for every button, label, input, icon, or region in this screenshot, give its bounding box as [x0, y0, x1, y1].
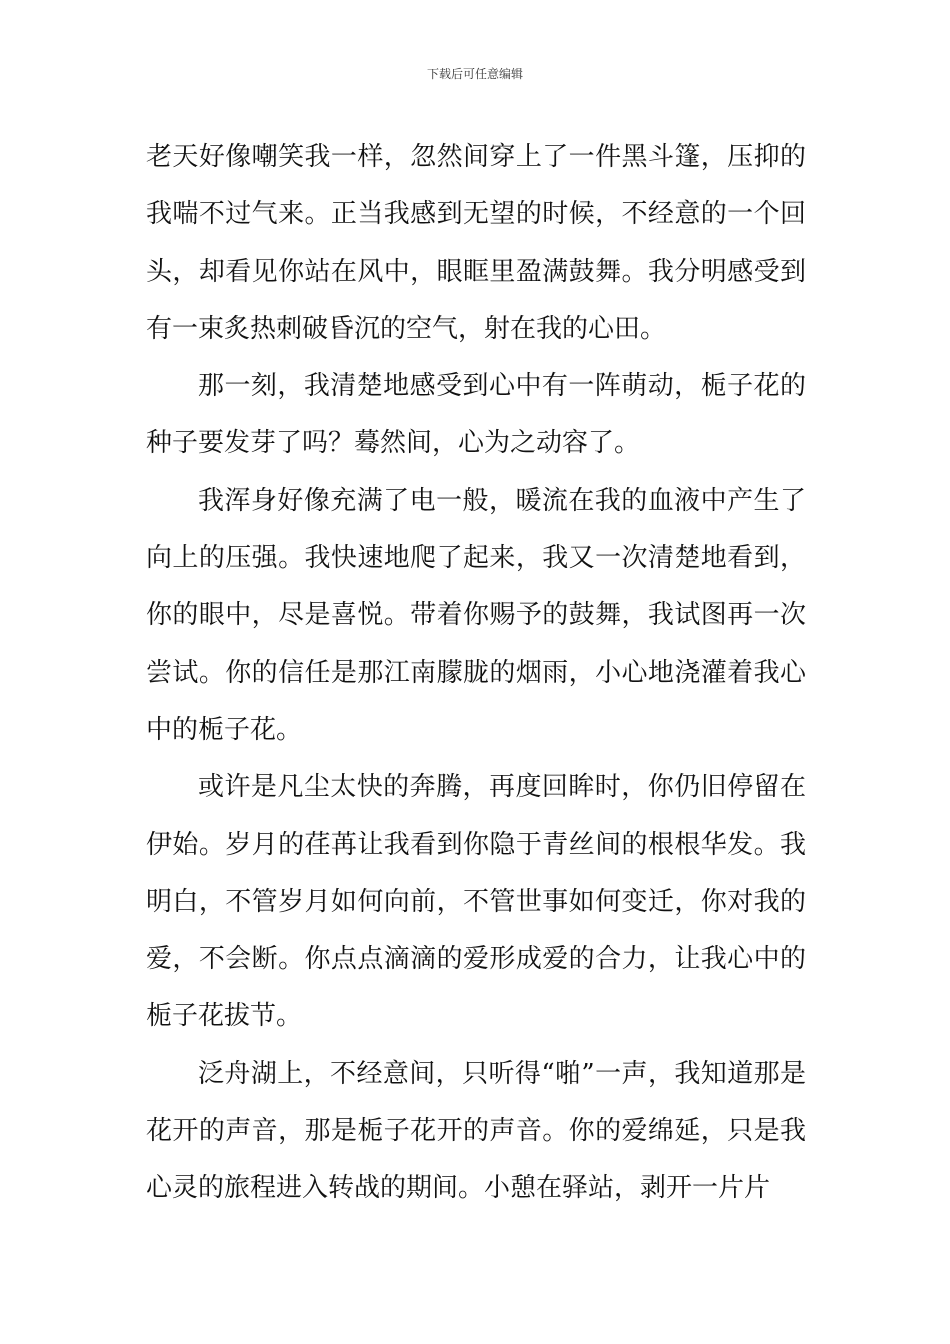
paragraph-4: 或许是凡尘太快的奔腾，再度回眸时，你仍旧停留在伊始。岁月的荏苒让我看到你隐于青丝间的根根华发。我明白，不管岁月如何向前，不管世事如何变迁，你对我的爱，不会断。你点点滴滴的爱形成爱的合力，让我心中的栀子花拔节。	[146, 772, 806, 1032]
page-header: 下载后可任意编辑	[426, 67, 523, 81]
paragraph-1: 老天好像嘲笑我一样，忽然间穿上了一件黑斗篷，压抑的我喘不过气来。正当我感到无望的时候，不经意的一个回头，却看见你站在风中，眼眶里盈满鼓舞。我分明感受到有一束炙热刺破昏沉的空气，射在我的心田。	[146, 142, 806, 344]
document-body	[146, 129, 806, 1218]
paragraph-2: 那一刻，我清楚地感受到心中有一阵萌动，栀子花的种子要发芽了吗？蓦然间，心为之动容了。	[146, 371, 806, 459]
paragraph-3: 我浑身好像充满了电一般，暖流在我的血液中产生了向上的压强。我快速地爬了起来，我又一次清楚地看到，你的眼中，尽是喜悦。带着你赐予的鼓舞，我试图再一次尝试。你的信任是那江南朦胧的烟雨，小心地浇灌着我心中的栀子花。	[146, 485, 806, 745]
paragraph-5: 泛舟湖上，不经意间，只听得“啪”一声，我知道那是花开的声音，那是栀子花开的声音。你的爱绵延，只是我心灵的旅程进入转战的期间。小憩在驿站，剥开一片片	[146, 1058, 806, 1204]
